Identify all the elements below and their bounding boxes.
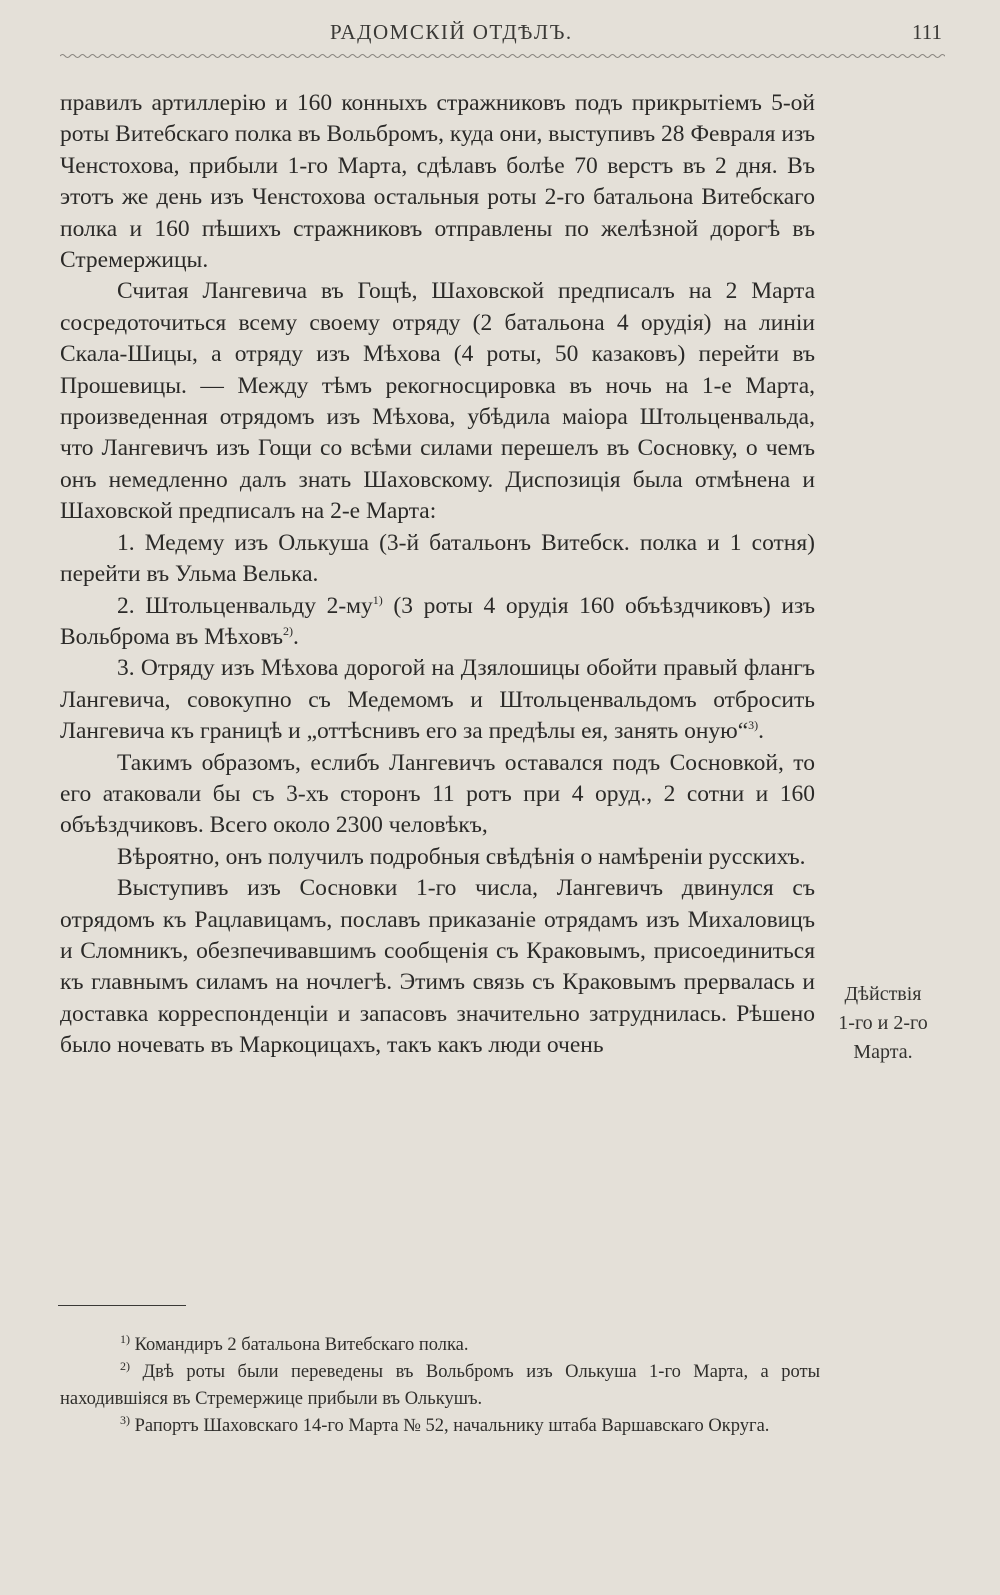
margin-note-line: 1-го и 2-го: [838, 1012, 928, 1034]
paragraph-intent: Вѣроятно, онъ получилъ подробныя свѣдѣнія о намѣреніи русскихъ.: [117, 843, 806, 870]
order-item-2-text-c: .: [293, 623, 299, 650]
footnote-marker: 3): [120, 1412, 130, 1427]
footnote-ref-2: 2): [283, 624, 294, 639]
footnotes: [60, 1332, 820, 1440]
footnote-1: [60, 1332, 820, 1359]
margin-note-line: Дѣйствія: [844, 983, 922, 1005]
paragraph-continuation: правилъ артиллерію и 160 конныхъ стражниковъ подъ прикрытіемъ 5-ой роты Витебскаго полка въ Вольбромъ, куда они, выступивъ 28 Февраля изъ Ченстохова, прибыли 1-го Марта, сдѣлавъ болѣе 70 верстъ въ 2 дня. Въ этотъ же день изъ Ченстохова остальныя роты 2-го батальона Витебскаго полка и 160 пѣшихъ стражниковъ отправлены по желѣзной дорогѣ въ Стремержицы.: [60, 90, 815, 274]
footnote-3: [60, 1413, 820, 1440]
margin-note-line: Марта.: [853, 1041, 913, 1063]
page-number: 111: [912, 20, 942, 44]
order-item-2-text-a: 2. Штольценвальду 2-му: [117, 592, 373, 619]
footnote-marker: 2): [120, 1358, 130, 1373]
paragraph-march: Выступивъ изъ Сосновки 1-го числа, Лангевичъ двинулся съ отрядомъ къ Рацлавицамъ, пославъ приказаніе отрядамъ изъ Михаловицъ и Сломникъ, обезпечивавшимъ сообщенія съ Краковымъ, присоединиться къ главнымъ силамъ на ночлегѣ. Этимъ связь съ Краковымъ прервалась и доставка корреспонденціи и запасовъ значительно затруднилась. Рѣшено было ночевать въ Маркоцицахъ, такъ какъ люди очень: [60, 875, 815, 1059]
order-item-1: 1. Медему изъ Олькуша (3-й батальонъ Витебск. полка и 1 сотня) перейти въ Ульма Велька.: [60, 529, 815, 588]
paragraph-summary: Такимъ образомъ, еслибъ Лангевичъ оставался подъ Сосновкой, то его атаковали бы съ 3-хъ сторонъ 11 ротъ при 4 оруд., 2 сотни и 160 объѣздчиковъ. Всего около 2300 человѣкъ,: [60, 749, 815, 839]
main-text: [60, 88, 815, 1062]
footnote-text: Рапортъ Шаховскаго 14-го Марта № 52, начальнику штаба Варшавскаго Округа.: [134, 1416, 770, 1436]
footnote-divider: [58, 1305, 186, 1306]
footnote-2: [60, 1359, 820, 1413]
footnote-marker: 1): [120, 1331, 130, 1346]
footnote-text: Командиръ 2 батальона Витебскаго полка.: [134, 1335, 469, 1355]
margin-note: [818, 980, 948, 1067]
footnote-text: Двѣ роты были переведены въ Вольбромъ изъ Олькуша 1-го Марта, а роты находившіяся въ Стремержице прибыли въ Олькушъ.: [60, 1362, 820, 1409]
order-item-3-text: 3. Отряду изъ Мѣхова дорогой на Дзялошицы обойти правый флангъ Лангевича, совокупно съ Медемомъ и Штольценвальдомъ отбросить Лангевича къ границѣ и „оттѣснивъ его за предѣлы ея, занять оную“: [60, 655, 815, 745]
running-head: РАДОМСКІЙ ОТДѢЛЪ.: [330, 20, 573, 44]
order-item-2: [60, 591, 815, 654]
footnote-ref-3: 3): [748, 718, 759, 733]
order-item-2-text-b: (3 роты 4 орудія 160 объѣздчиковъ) изъ Вольброма въ Мѣховъ: [60, 592, 815, 650]
order-item-3-end: .: [758, 718, 765, 745]
paragraph-disposition: Считая Лангевича въ Гощѣ, Шаховской предписалъ на 2 Марта сосредоточиться всему своему отряду (2 батальона 4 орудія) на линіи Скала-Шицы, а отряду изъ Мѣхова (4 роты, 50 казаковъ) перейти въ Прошевицы. — Между тѣмъ рекогносцировка въ ночь на 1-е Марта, произведенная отрядомъ изъ Мѣхова, убѣдила маіора Штольценвальда, что Лангевичъ изъ Гощи со всѣми силами перешелъ въ Сосновку, о чемъ онъ немедленно далъ знать Шаховскому. Диспозиція была отмѣнена и Шаховской предписалъ на 2-е Марта:: [60, 278, 815, 525]
header-wavy-rule: [60, 52, 945, 60]
order-item-3: [60, 653, 815, 747]
footnote-ref-1: 1): [372, 592, 383, 607]
